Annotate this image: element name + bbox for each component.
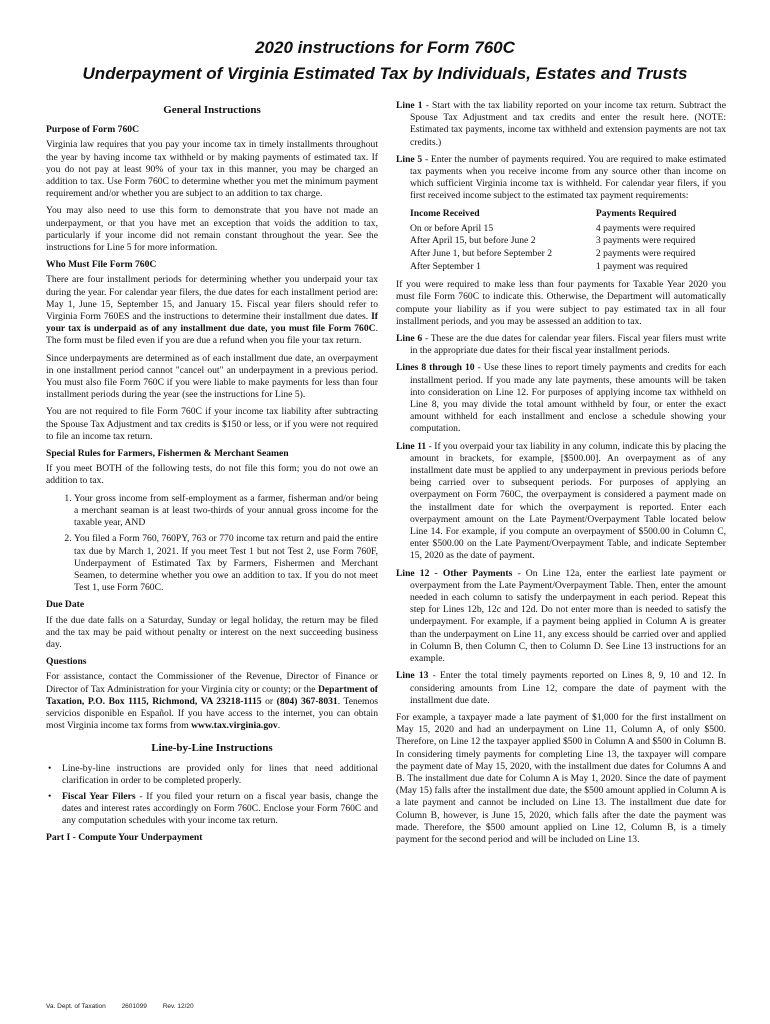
footer-department: Va. Dept. of Taxation: [46, 1003, 106, 1010]
purpose-paragraph-2: You may also need to use this form to demonstrate that you have not made an underpayment, or that you have met an exception that voids the addition to tax, particularly if your income did not remain constant throughout the year. See the instructions for Line 5 for more information.: [46, 205, 378, 254]
list-item: • Fiscal Year Filers - If you filed your return on a fiscal year basis, change the dates and interest rates accordingly on Form 760C. Enclose your Form 760C and any computation schedules with your income tax return.: [48, 790, 378, 827]
line-by-line-heading: Line-by-Line Instructions: [151, 742, 273, 755]
special-rules-heading: Special Rules for Farmers, Fishermen & Merchant Seamen: [46, 448, 289, 460]
due-date-heading: Due Date: [46, 599, 85, 611]
line-1-instruction: Line 1 - Start with the tax liability reported on your income tax return. Subtract the Spouse Tax Adjustment and tax credits and enter the result here. (NOTE: Estimated tax payments, income tax withheld and extension payments are not tax credits.): [396, 100, 726, 148]
form-subtitle: Underpayment of Virginia Estimated Tax by Individuals, Estates and Trusts: [82, 64, 688, 83]
bullet-icon: •: [48, 790, 52, 802]
footer-revision: Rev. 12/20: [162, 1003, 194, 1010]
who-paragraph-3: You are not required to file Form 760C if your income tax liability after subtracting the Spouse Tax Adjustment and tax credits is $150 or less, or if you were not required to file an income tax return.: [46, 406, 378, 442]
lines-8-10-instruction: Lines 8 through 10 - Use these lines to report timely payments and credits for each installment period. If you made any late payments, these amounts will be taken into consideration on Line 12. For purposes of applying income tax withheld on Line 8, you may divide the total amount withheld by four, or enter the exact amount withheld for each installment and enclose a schedule showing your computation.: [396, 362, 727, 435]
table-row: After June 1, but before September 2 2 payments were required: [410, 248, 696, 260]
table-header-row: [410, 208, 726, 223]
form-title: 2020 instructions for Form 760C: [255, 38, 515, 57]
purpose-heading: Purpose of Form 760C: [46, 124, 139, 136]
questions-heading: Questions: [46, 656, 87, 668]
table-row: After September 1 1 payment was required: [410, 260, 688, 272]
left-column: [46, 100, 378, 847]
due-date-paragraph: If the due date falls on a Saturday, Sunday or legal holiday, the return may be filed and the tax may be paid without penalty or interest on the next succeeding business day.: [46, 614, 378, 650]
table-header: Payments Required: [595, 207, 677, 219]
bullet-icon: •: [48, 762, 52, 774]
payments-table: [410, 208, 726, 274]
who-paragraph-2: Since underpayments are determined as of each installment due date, an overpayment in one installment period cannot "cancel out" an underpayment in a previous period. You must also file Form 760C if you were liable to make payments for less than four installment periods during the year (see the instructions for Line 5).: [46, 352, 378, 401]
line-13-example: For example, a taxpayer made a late payment of $1,000 for the first installment on May 15, 2020 and had an underpayment on Line 11, Column A, of only $500. Therefore, on Line 12 the taxpayer applied $500 in Column A and $500 in Column B. In considering timely payments for completing Line 13, the taxpayer will compare the payment date of May 15, 2020, with the installment due dates for Columns A and B. The installment due date for Column A is May 1, 2020. Since the date of payment (May 15) falls after the installment due date, the $500 amount applied in Column A is a late payment and cannot be included on Line 13. The installment due date for Column B, however, is June 15, 2020, which falls after the date the payment was made. Therefore, the $500 amount applied on Line 12, Column B, is a timely payment for the second period and will be included on Line 13.: [396, 711, 726, 845]
website-link[interactable]: www.tax.virginia.gov: [191, 720, 278, 732]
line-13-instruction: Line 13 - Enter the total timely payments reported on Lines 8, 9, 10 and 12. In considering amounts from Line 12, compare the date of payment with the installment due date.: [396, 670, 726, 706]
line-5-paragraph-2: If you were required to make less than four payments for Taxable Year 2020 you must file Form 760C to indicate this. Otherwise, the Department will automatically compute your liability as if you were subject to pay estimated tax in all four installment periods, and you may be assessed an addition to tax.: [396, 279, 726, 327]
table-row: After April 15, but before June 2 3 payments were required: [410, 235, 696, 247]
questions-paragraph: For assistance, contact the Commissioner of the Revenue, Director of Finance or Director of Tax Administration for your Virginia city or county; or the Department of Taxation, P.O. Box 1115, Richmond, VA 23218-1115 or (804) 367-8031. Tenemos servicios disponible en Español. If you have access to the internet, you can obtain most Virginia income tax forms from www.tax.virginia.gov.: [46, 671, 378, 732]
footer-form-code: 2601099: [121, 1003, 147, 1010]
page-footer: [46, 1003, 208, 1010]
line-by-line-bullets: [46, 763, 378, 828]
general-instructions-heading: General Instructions: [163, 104, 261, 116]
list-item: • Line-by-line instructions are provided only for lines that need additional clarification in order to be completed properly.: [48, 762, 378, 786]
purpose-paragraph-1: Virginia law requires that you pay your income tax in timely installments throughout the year by having income tax withheld or by making payments of estimated tax. If you do not pay at least 90% of your tax in this manner, you may be charged an addition to tax. Use Form 760C to determine whether you met the minimum payment requirement and/or whether you are subject to an addition to tax charge.: [46, 139, 378, 200]
right-column: [396, 100, 726, 851]
table-header: Income Received: [410, 207, 480, 219]
who-must-file-heading: Who Must File Form 760C: [46, 259, 157, 271]
table-row: On or before April 15 4 payments were required: [410, 222, 696, 234]
part-1-heading: Part I - Compute Your Underpayment: [46, 831, 203, 843]
line-11-instruction: Line 11 - If you overpaid your tax liability in any column, indicate this by placing the amount in brackets, for example, [$500.00]. An overpayment as of any installment date must be applied to any underpayment in previous periods before being carried over to subsequent periods. For purposes of applying an overpayment on Form 760C, the overpayment is considered a payment made on the installment date for which the overpayment is reported. Enter each overpayment amount on the Late Payment/Overpayment Table located below Line 14. For example, if you compute an overpayment of $500.00 in Column C, enter $500.00 on the Late Payment/Overpayment Table, and indicate September 15, 2020 as the date of payment.: [396, 440, 726, 562]
who-paragraph-1: There are four installment periods for determining whether you underpaid your tax during the year. For calendar year filers, the due dates for each installment period are: May 1, June 15, September 15, and January 15. Fiscal year filers should refer to Virginia Form 760ES and the instructions to determine their installment due dates. If your tax is underpaid as of any installment due date, you must file Form 760C. The form must be filed even if you are due a refund when you file your tax return.: [46, 274, 378, 347]
line-12-instruction: Line 12 - Other Payments - On Line 12a, enter the earliest late payment or overpayment from the Late Payment/Overpayment Table. Then, enter the amount needed in each column to satisfy the underpayment in each period. Repeat this step for Lines 12b, 12c and 12d. Do not enter more than is needed to satisfy the underpayment. For example, if a payment being applied in Column A is greater than the underpayment on Line 11, any excess should be carried over and applied in Column B, then Column C, then to Column D. See Line 13 instructions for an example.: [396, 567, 726, 665]
line-6-instruction: Line 6 - These are the due dates for calendar year filers. Fiscal year filers must write in the appropriate due dates for their fiscal year installment periods.: [396, 333, 726, 357]
list-item: 2. You filed a Form 760, 760PY, 763 or 770 income tax return and paid the entire tax due by March 1, 2021. If you meet Test 1 but not Test 2, use Form 760F, Underpayment of Estimated Tax by Farmers, Fishermen and Merchant Seamen, to determine whether you owe an addition to tax. If you do not meet Test 1, use Form 760C.: [74, 533, 378, 594]
special-paragraph: If you meet BOTH of the following tests, do not file this form; you do not owe an addition to tax.: [46, 463, 378, 487]
list-item: 1. Your gross income from self-employment as a farmer, fisherman and/or being a merchant seaman is at least two-thirds of your annual gross income for the taxable year, AND: [74, 493, 378, 530]
line-5-instruction: Line 5 - Enter the number of payments required. You are required to make estimated tax payments when you receive income from any source other than income on which sufficient Virginia income tax is withheld. For calendar year filers, if you first received income subject to the estimated tax payment requirements:: [396, 153, 726, 202]
special-tests-list: [46, 493, 378, 595]
